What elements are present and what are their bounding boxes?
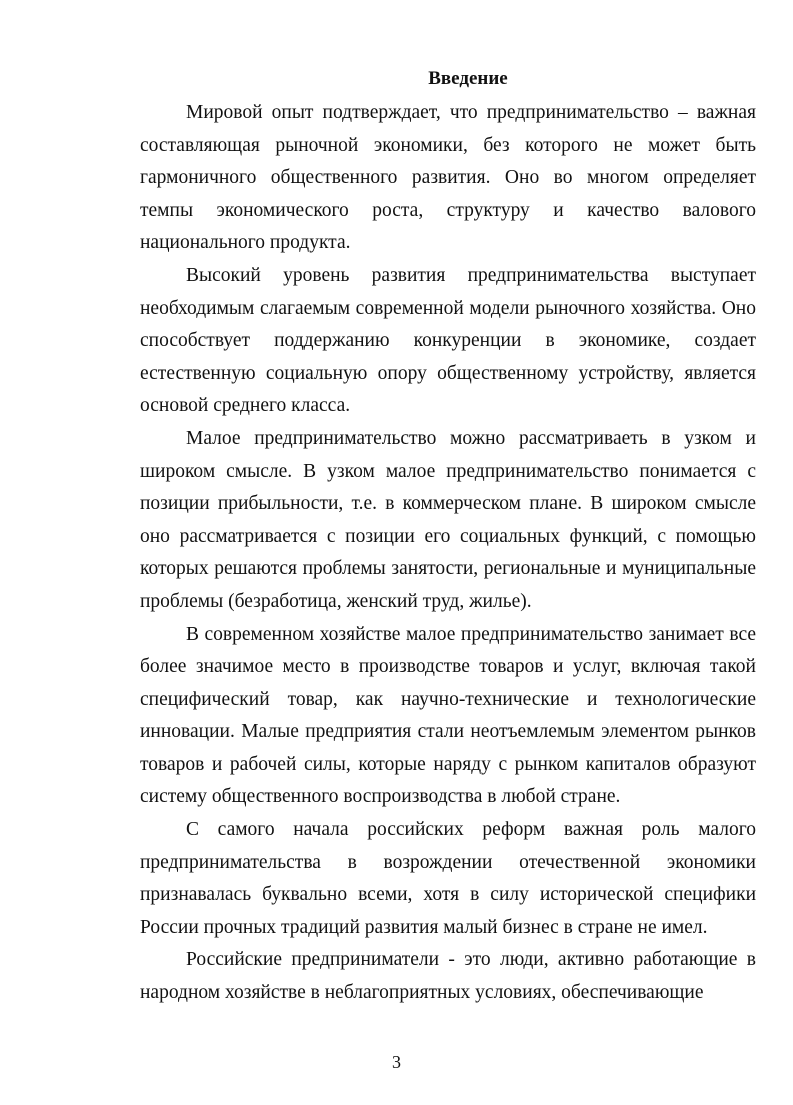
paragraph-1: Мировой опыт подтверждает, что предпринимательство – важная составляющая рыночной экономики, без которого не может быть гармоничного общественного развития. Оно во многом определяет темпы экономического роста, структуру и качество валового национального продукта. [140,102,756,254]
body-text [140,97,756,1010]
page-number: 3 [392,1052,401,1072]
paragraph-2: Высокий уровень развития предпринимательства выступает необходимым слагаемым современной модели рыночного хозяйства. Оно способствует поддержанию конкуренции в экономике, создает естественную социальную опору общественному устройству, является основой среднего класса. [140,264,756,417]
page-title: Введение [428,68,508,89]
paragraph-6: Российские предприниматели - это люди, активно работающие в народном хозяйстве в неблагоприятных условиях, обеспечивающие [140,949,756,1004]
paragraph-3: Малое предпринимательство можно рассматриваеть в узком и широком смысле. В узком малое предпринимательство понимается с позиции прибыльности, т.е. в коммерческом плане. В широком смысле оно рассматривается с позиции его социальных функций, с помощью которых решаются проблемы занятости, региональные и муниципальные проблемы (безработица, женский труд, жилье). [140,427,756,612]
paragraph-5: С самого начала российских реформ важная роль малого предпринимательства в возрождении отечественной экономики признавалась буквально всеми, хотя в силу исторической специфики России прочных традиций развития малый бизнес в стране не имел. [140,819,756,938]
paragraph-4: В современном хозяйстве малое предпринимательство занимает все более значимое место в производстве товаров и услуг, включая такой специфический товар, как научно-технические и технологические инновации. Малые предприятия стали неотъемлемым элементом рынков товаров и рабочей силы, которые наряду с рынком капиталов образуют систему общественного воспроизводства в любой стране. [140,623,756,808]
